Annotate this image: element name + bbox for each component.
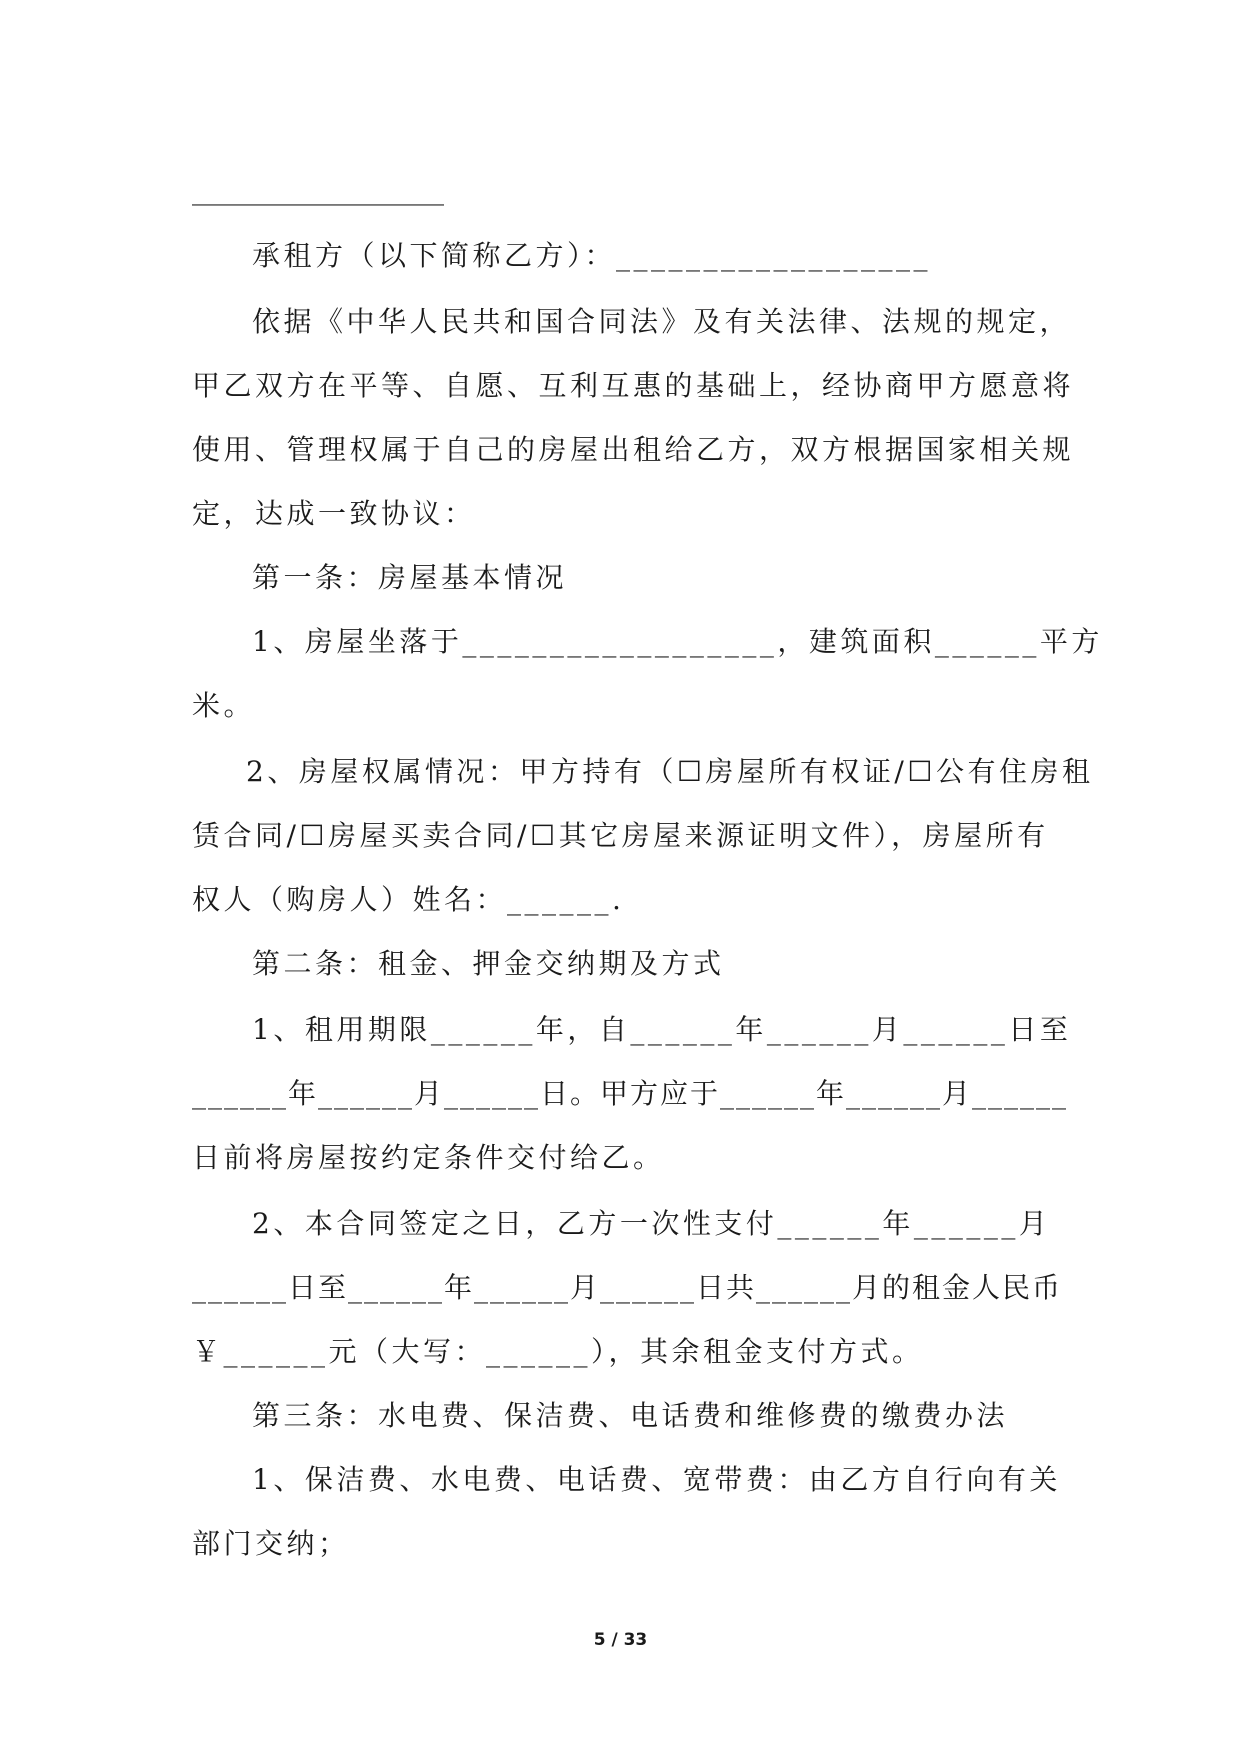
article-1-heading: 第一条：房屋基本情况 (252, 561, 568, 594)
paragraph-preamble-line-1: 依据《中华人民共和国合同法》及有关法律、法规的规定， (252, 305, 1072, 338)
article-1-item-2-line-2: 赁合同/☐房屋买卖合同/☐其它房屋来源证明文件），房屋所有 (192, 819, 1049, 852)
article-2-item-2-line-1: 2、本合同签定之日，乙方一次性支付______年______月 (252, 1207, 1051, 1240)
article-2-item-1-line-3: 日前将房屋按约定条件交付给乙。 (192, 1141, 665, 1174)
article-2-item-2-line-3: ￥______元（大写：______），其余租金支付方式。 (192, 1335, 924, 1368)
lessee-line: 承租方（以下简称乙方）：__________________ (252, 239, 932, 272)
article-3-heading: 第三条：水电费、保洁费、电话费和维修费的缴费办法 (252, 1399, 1009, 1432)
paragraph-preamble-line-4: 定，达成一致协议： (192, 497, 476, 530)
article-1-item-1-line-2: 米。 (192, 689, 256, 722)
article-3-item-1-line-2: 部门交纳； (192, 1527, 350, 1560)
article-3-item-1-line-1: 1、保洁费、水电费、电话费、宽带费：由乙方自行向有关 (252, 1463, 1061, 1496)
article-1-item-2-line-3: 权人（购房人）姓名：______. (192, 883, 625, 916)
paragraph-preamble-line-2: 甲乙双方在平等、自愿、互利互惠的基础上，经协商甲方愿意将 (192, 369, 1075, 402)
article-1-item-1-line-1: 1、房屋坐落于__________________，建筑面积______平方 (252, 625, 1103, 658)
page-number: 5 / 33 (593, 1630, 648, 1650)
blank-line-top: __________________ (192, 173, 444, 206)
paragraph-preamble-line-3: 使用、管理权属于自己的房屋出租给乙方，双方根据国家相关规 (192, 433, 1075, 466)
article-2-item-2-line-2: ______日至______年______月______日共______月的租金人民币 (192, 1271, 1063, 1304)
article-2-heading: 第二条：租金、押金交纳期及方式 (252, 947, 725, 980)
article-2-item-1-line-1: 1、租用期限______年，自______年______月______日至 (252, 1013, 1072, 1046)
article-2-item-1-line-2: ______年______月______日。甲方应于______年______月______ (192, 1077, 1069, 1110)
article-1-item-2-line-1: 2、房屋权属情况：甲方持有（☐房屋所有权证/☐公有住房租 (246, 755, 1094, 788)
